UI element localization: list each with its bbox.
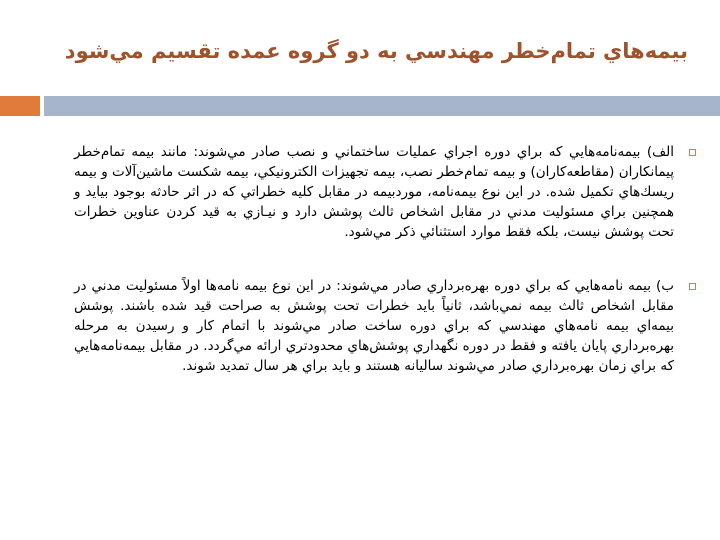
bullet-item-construction [74,142,674,242]
accent-band [0,96,40,116]
header-band [44,96,720,116]
bullet-item-operation [74,276,674,376]
bullet-text: الف) بيمه‌نامه‌هايي كه براي دوره اجراي عمليات ساختماني و نصب صادر مي‌شوند: مانند بيمه تمام‌خطر پيمانكاران (مقاطعه‌كاران) و بيمه تمام‌خطر نصب، بيمه تجهيزات الكترونيكي، بيمه شكست ماشين‌آلات و بيمه ريسك‌هاي تكميل شده. در اين نوع بيمه‌نامه، موردبيمه در مقابل كليه خطراتي كه در اثر حادثه بوجود بيايد و همچنين براي مسئوليت مدني در مقابل اشخاص ثالث پوشش دارد و نيـازي به قيد كردن عناوين خطرات تحت پوشش نيست، بلكه فقط موارد استثنائي ذكر مي‌شود. [74,144,674,240]
slide-content [74,142,674,410]
hollow-square-icon [689,149,696,156]
hollow-square-icon [689,283,696,290]
slide-title: بيمه‌هاي تمام‌خطر مهندسي به دو گروه عمده تقسيم مي‌شود [64,39,688,63]
bullet-text: ب) بيمه نامه‌هايي كه براي دوره بهره‌برداري صادر مي‌شوند: در اين نوع بيمه نامه‌ها اولاً مسئوليت مدني در مقابل اشخاص ثالث بيمه نمي‌باشد، ثانياً بايد خطرات تحت پوشش به صراحت قيد شده باشند. پوشش بيمه‌اي بيمه نامه‌هاي مهندسي كه براي دوره ساخت صادر مي‌شوند با اتمام كار و رسيدن به مرحله بهره‌برداري پايان يافته و فقط در دوره نگهداري پوشش‌هاي محدودتري ارائه مي‌گردد. در مقابل بيمه‌نامه‌هايي كه براي زمان بهره‌برداري صادر مي‌شوند ساليانه هستند و بايد براي هر سال تمديد شوند. [74,278,674,374]
